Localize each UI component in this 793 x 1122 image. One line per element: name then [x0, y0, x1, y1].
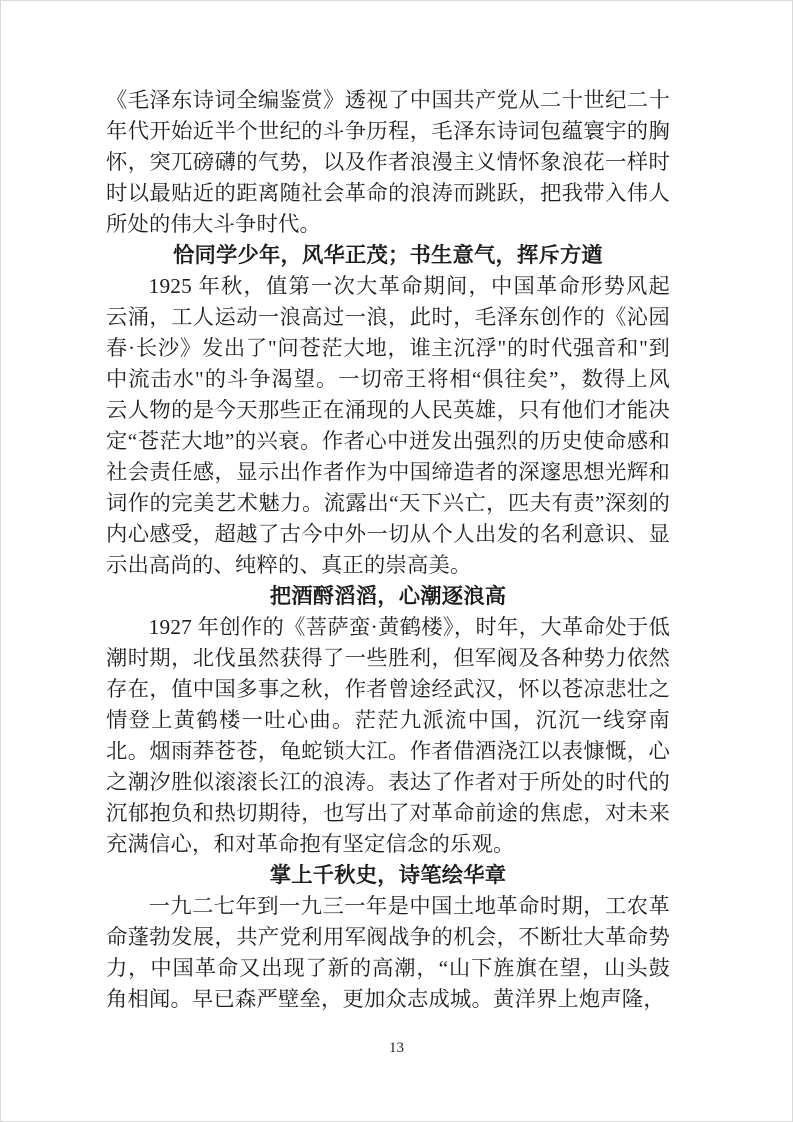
paragraph-1927: 1927 年创作的《菩萨蛮·黄鹤楼》，时年，大革命处于低潮时期，北伐虽然获得了一些胜利，但军阀及各种势力依然存在，值中国多事之秋，作者曾途经武汉，怀以苍凉悲壮之情登上黄鹤楼一吐心曲。茫茫九派流中国，沉沉一线穿南北。烟雨莽苍苍，龟蛇锁大江。作者借酒浇江以表慷慨，心之潮汐胜似滚滚长江的浪涛。表达了作者对于所处的时代的沉郁抱负和热切期待，也写出了对革命前途的焦虑，对未来充满信心，和对革命抱有坚定信念的乐观。 — [106, 615, 670, 856]
paragraph-land-revolution: 一九二七年到一九三一年是中国土地革命时期，工农革命蓬勃发展，共产党利用军阀战争的机会，不断壮大革命势力，中国革命又出现了新的高潮，“山下旌旗在望，山头鼓角相闻。早已森严壁垒，更加众志成城。黄洋界上炮声隆， — [106, 894, 670, 1011]
paragraph-1925: 1925 年秋，值第一次大革命期间，中国革命形势风起云涌，工人运动一浪高过一浪，此时，毛泽东创作的《沁园春·长沙》发出了"问苍茫大地，谁主沉浮"的时代强音和"到中流击水"的斗争渴望。一切帝王将相“俱往矣”，数得上风云人物的是今天那些正在涌现的人民英雄，只有他们才能决定“苍茫大地”的兴衰。作者心中迸发出强烈的历史使命感和社会责任感，显示出作者作为中国缔造者的深邃思想光辉和词作的完美艺术魅力。流露出“天下兴亡，匹夫有责”深刻的内心感受，超越了古今中外一切从个人出发的名利意识、显示出高尚的、纯粹的、真正的崇高美。 — [106, 274, 670, 577]
section-heading-3: 掌上千秋史，诗笔绘华章 — [269, 863, 507, 887]
section-heading-1: 恰同学少年，风华正茂；书生意气，挥斥方遒 — [173, 243, 603, 267]
document-body — [106, 85, 670, 1015]
section-heading-2: 把酒酹滔滔，心潮逐浪高 — [269, 584, 507, 608]
paragraph-intro: 《毛泽东诗词全编鉴赏》透视了中国共产党从二十世纪二十年代开始近半个世纪的斗争历程，毛泽东诗词包蕴寰宇的胸怀，突兀磅礴的气势，以及作者浪漫主义情怀象浪花一样时时以最贴近的距离随社会革命的浪涛而跳跃，把我带入伟人所处的伟大斗争时代。 — [106, 88, 670, 236]
page-number: 13 — [389, 1040, 404, 1056]
